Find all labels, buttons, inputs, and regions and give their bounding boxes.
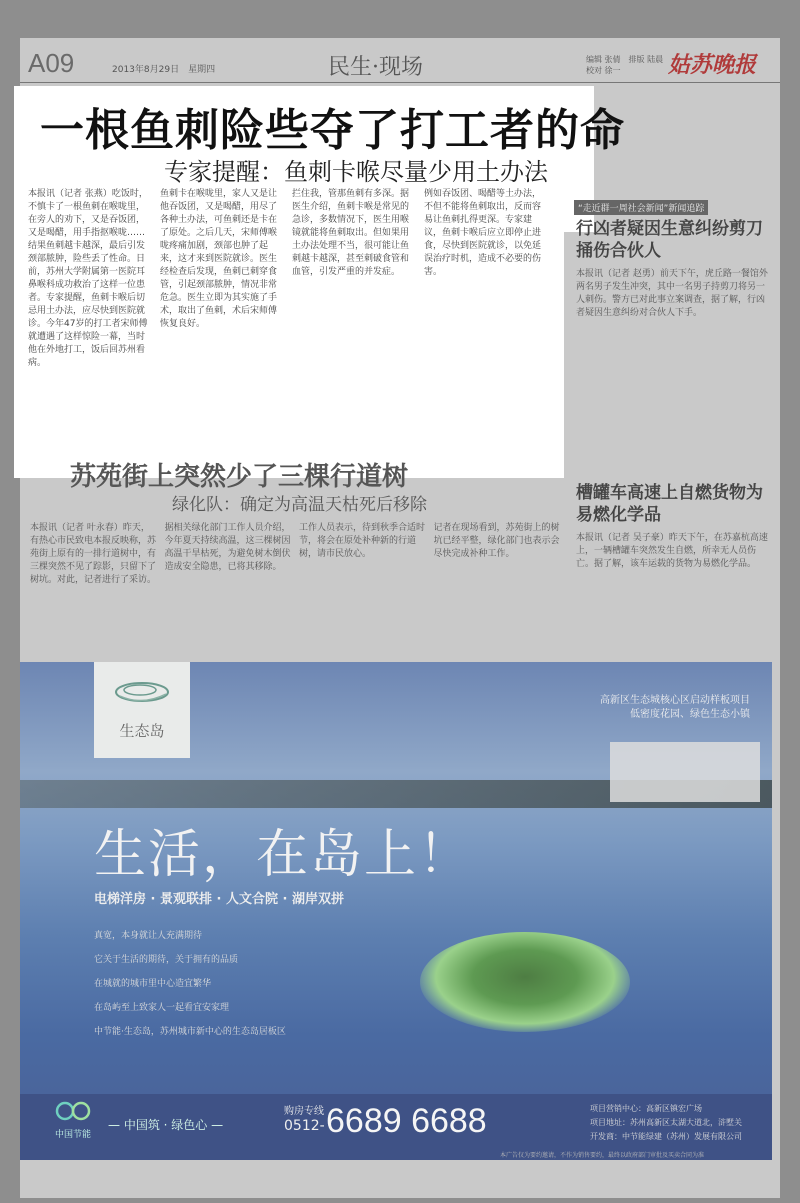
sidebar-story-1-text: 本报讯（记者 赵勇）前天下午，虎丘路一餐馆外两名男子发生冲突，其中一名男子持剪刀将另一人刺伤。警方已对此事立案调查，据了解，行凶者疑因生意纠纷对合伙人下手。 <box>576 269 768 318</box>
ad-hotline-number: 6689 6688 <box>326 1102 487 1140</box>
editor-credits: 编辑 张倩 排版 陆晨 校对 徐一 <box>586 55 664 75</box>
ad-island-image <box>420 932 630 1032</box>
ad-hotline-label: 购房专线 <box>284 1106 324 1117</box>
ad-copy-line-4: 在岛屿至上致家人一起看宜安家理 <box>94 1003 230 1013</box>
section-main: 民生 <box>328 55 373 80</box>
second-article-columns <box>30 522 560 647</box>
ad-copy-line-3: 在城就的城市里中心造宜繁华 <box>94 979 212 989</box>
brand-rings-icon <box>48 1098 98 1124</box>
ad-info-line-2: 项目地址：苏州高新区太湖大道北，浒墅关 <box>590 1118 742 1127</box>
lead-headline: 一根鱼刺险些夺了打工者的命 <box>40 105 625 156</box>
ad-copy-lines <box>94 924 286 1044</box>
newspaper-page <box>20 38 780 1198</box>
ad-features: 电梯洋房 · 景观联排 · 人文合院 · 湖岸双拼 <box>94 892 344 907</box>
ad-logo-box <box>94 662 190 758</box>
second-article-col-2: 据相关绿化部门工作人员介绍，今年夏天持续高温，这三棵树因高温干旱枯死，为避免树木倒伏造成安全隐患，已将其移除。 <box>164 523 291 572</box>
sidebar-story-2-text: 本报讯（记者 吴子豪）昨天下午，在苏嘉杭高速上，一辆槽罐车突然发生自燃，所幸无人员伤亡。据了解，该车运载的货物为易燃化学品。 <box>576 533 768 569</box>
ad-info-line-1: 项目营销中心：高新区镇宏广场 <box>590 1104 702 1113</box>
sidebar-story-1-title: 行凶者疑因生意纠纷剪刀捅伤合伙人 <box>576 219 763 261</box>
second-article-col-3: 工作人员表示，待到秋季合适时节，将会在原处补种新的行道树，请市民放心。 <box>299 523 426 559</box>
newspaper-logo: 姑苏晚报 <box>668 52 757 78</box>
section-sub: 现场 <box>379 55 424 80</box>
ad-main-slogan: 生活，在岛上！ <box>94 825 473 885</box>
issue-date: 2013年8月29日 星期四 <box>112 65 216 75</box>
second-subhead: 绿化队：确定为高温天枯死后移除 <box>172 495 427 515</box>
ad-logo-text: 生态岛 <box>119 722 165 740</box>
lead-article-col-2: 鱼刺卡在喉咙里，家人又是让他吞饭团，又是喝醋，用尽了各种土办法，可鱼刺还是卡在了原处。之后几天，宋师傅喉咙疼痛加剧，颈部也肿了起来，这才来到医院就诊。医生经检查后发现，鱼刺已刺穿食管，引起颈部脓肿，情况非常危急。医生立即为其实施了手术，取出了鱼刺，术后宋师傅恢复良好。 <box>160 189 278 329</box>
sidebar-story-2-title: 槽罐车高速上自燃货物为易燃化学品 <box>576 483 763 525</box>
island-logo-icon <box>94 662 190 718</box>
ad-disclaimer: 本广告仅为要约邀请，不作为销售要约，最终以政府部门审批及买卖合同为准 <box>500 1152 705 1159</box>
lead-article-col-4: 例如吞饭团、喝醋等土办法，不但不能将鱼刺取出，反而容易让鱼刺扎得更深。专家建议，鱼刺卡喉后应立即停止进食，尽快到医院就诊，以免延误治疗时机，造成不必要的伤害。 <box>424 189 542 277</box>
ad-brand-slogan: — 中国筑 · 绿色心 — <box>108 1118 224 1132</box>
second-headline: 苏苑街上突然少了三棵行道树 <box>70 462 409 492</box>
news-sidebar <box>568 188 780 688</box>
lead-article-col-3: 拦住我，管那鱼刺有多深。据医生介绍，鱼刺卡喉是常见的急诊，多数情况下，医生用喉镜就能将鱼刺取出。但如果用土办法处理不当，很可能让鱼刺越卡越深，甚至刺破食管和血管，引发严重的并发症。 <box>292 189 410 277</box>
real-estate-advertisement <box>20 662 772 1160</box>
section-title <box>328 50 423 81</box>
ad-brand-name: 中国节能 <box>54 1130 91 1140</box>
second-article-col-4: 记者在现场看到，苏苑街上的树坑已经平整，绿化部门也表示会尽快完成补种工作。 <box>433 523 560 559</box>
ad-villas-image <box>610 742 760 802</box>
ad-top-tagline-line-1: 高新区生态城核心区启动样板项目 <box>600 695 750 706</box>
viewer-top-bar <box>0 0 800 38</box>
masthead <box>20 38 780 83</box>
page-number: A09 <box>28 48 75 78</box>
second-article-col-1: 本报讯（记者 叶永春）昨天，有热心市民致电本报反映称，苏苑街上原有的一排行道树中，有三棵突然不见了踪影，只留下了树坑。对此，记者进行了采访。 <box>30 523 157 585</box>
lead-article-columns <box>28 188 548 473</box>
ad-info-line-3: 开发商：中节能绿建（苏州）发展有限公司 <box>590 1132 742 1141</box>
sidebar-tag: “走近群一周社会新闻”新闻追踪 <box>574 200 708 215</box>
ad-hotline-area-code: 0512- <box>284 1118 325 1134</box>
ad-copy-line-2: 它关于生活的期待，关于拥有的品质 <box>94 955 239 965</box>
ad-brand <box>48 1098 98 1140</box>
ad-copy-line-5: 中节能·生态岛，苏州城市新中心的生态岛居板区 <box>94 1027 286 1037</box>
ad-contact-info <box>590 1102 742 1144</box>
ad-top-tagline-line-2: 低密度花园、绿色生态小镇 <box>630 709 750 720</box>
lead-article-col-1: 本报讯（记者 张燕）吃饭时，不慎卡了一根鱼刺在喉咙里，在旁人的劝下，又是吞饭团，又是喝醋，用手指抠喉咙……结果鱼刺越卡越深，最后引发颈部脓肿，险些丢了性命。日前，苏州大学附属第一医院耳鼻喉科成功救治了这样一位患者。专家提醒，鱼刺卡喉后切忌用土办法，应尽快到医院就诊。今年47岁的打工者宋师傅就遭遇了这样惊险一幕，当时他在外地打工，饭后回苏州看病。 <box>28 189 148 368</box>
ad-top-tagline <box>550 694 750 722</box>
lead-subhead: 专家提醒：鱼刺卡喉尽量少用土办法 <box>164 158 548 186</box>
section-sep: · <box>372 55 380 80</box>
ad-copy-line-1: 真宽，本身就让人充满期待 <box>94 931 203 941</box>
